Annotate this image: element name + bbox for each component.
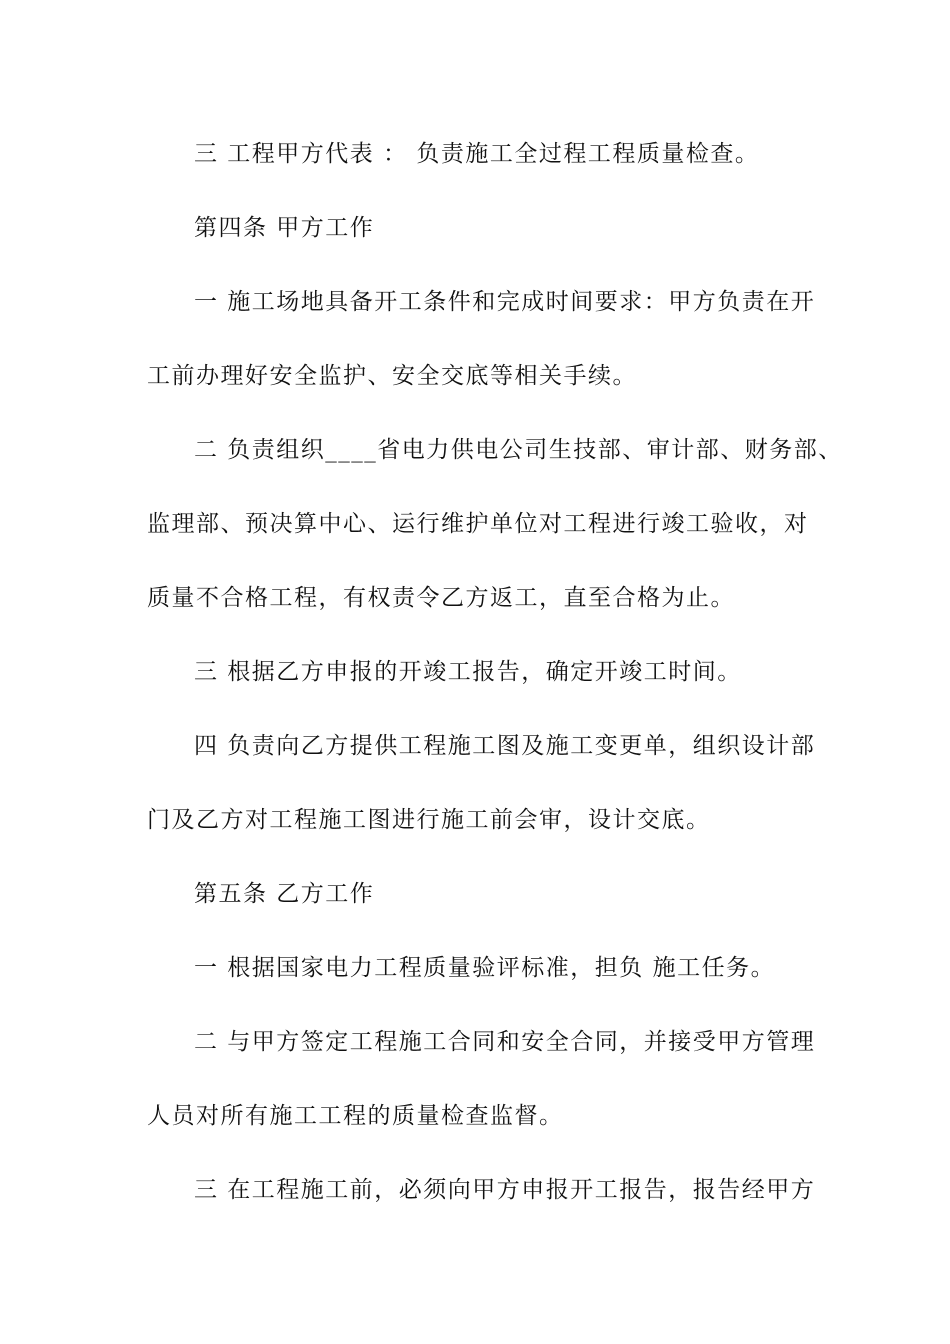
paragraph-line: 二 与甲方签定工程施工合同和安全合同，并接受甲方管理 — [194, 1029, 816, 1055]
paragraph-line: 工前办理好安全监护、安全交底等相关手续。 — [147, 363, 637, 389]
paragraph-line: 一 施工场地具备开工条件和完成时间要求：甲方负责在开 — [194, 289, 816, 315]
section-heading: 第四条 甲方工作 — [194, 215, 375, 241]
paragraph-line: 三 根据乙方申报的开竣工报告，确定开竣工时间。 — [194, 659, 742, 685]
section-heading: 第五条 乙方工作 — [194, 881, 375, 907]
paragraph-line: 一 根据国家电力工程质量验评标准，担负 施工任务。 — [194, 955, 776, 981]
paragraph-line: 三 工程甲方代表 ： 负责施工全过程工程质量检查。 — [194, 141, 760, 167]
paragraph-line: 二 负责组织____省电力供电公司生技部、审计部、财务部、 — [194, 437, 843, 463]
paragraph-line: 质量不合格工程，有权责令乙方返工，直至合格为止。 — [147, 585, 735, 611]
document-body — [147, 131, 843, 1241]
paragraph-line: 门及乙方对工程施工图进行施工前会审，设计交底。 — [147, 807, 711, 833]
paragraph-line: 人员对所有施工工程的质量检查监督。 — [147, 1103, 564, 1129]
paragraph-line: 四 负责向乙方提供工程施工图及施工变更单，组织设计部 — [194, 733, 816, 759]
paragraph-line: 三 在工程施工前，必须向甲方申报开工报告，报告经甲方 — [194, 1177, 816, 1203]
paragraph-line: 监理部、预决算中心、运行维护单位对工程进行竣工验收，对 — [147, 511, 809, 537]
